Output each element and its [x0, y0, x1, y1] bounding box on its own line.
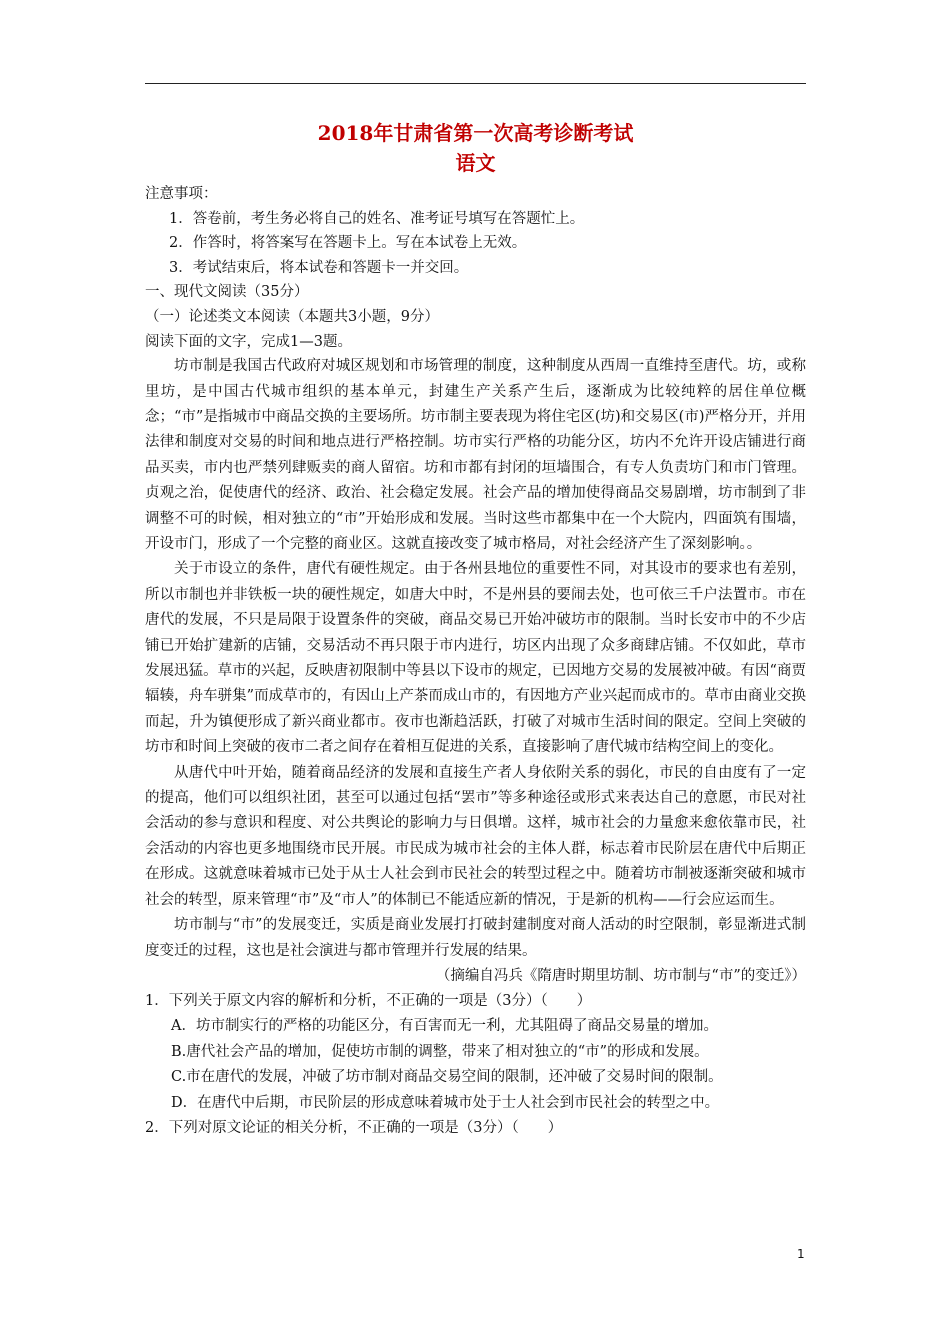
question-1-option-d: D．在唐代中后期，市民阶层的形成意味着城市处于士人社会到市民社会的转型之中。	[171, 1094, 720, 1111]
notice-item: 1．答卷前，考生务必将自己的姓名、准考证号填写在答题忙上。	[169, 210, 585, 227]
exam-title: 2018年甘肃省第一次高考诊断考试	[317, 121, 634, 145]
question-1-option-a: A．坊市制实行的严格的功能区分，有百害而无一利，尤其阻碍了商品交易量的增加。	[171, 1017, 718, 1034]
passage-paragraph: 从唐代中叶开始，随着商品经济的发展和直接生产者人身依附关系的弱化，市民的自由度有了一定的提高，他们可以组织社团，甚至可以通过包括“罢市”等多种途径或形式来表达自己的意愿，市民对社会活动的参与意识和程度、对公共舆论的影响力与日俱增。这样，城市社会的力量愈来愈依靠市民，社会活动的内容也更多地围绕市民开展。市民成为城市社会的主体人群，标志着市民阶层在唐代中后期正在形成。这就意味着城市已处于从士人社会到市民社会的转型过程之中。随着坊市制被逐渐突破和城市社会的转型，原来管理“市”及“市人”的体制已不能适应新的情况，于是新的机构——行会应运而生。	[145, 764, 806, 908]
notice-item: 3．考试结束后，将本试卷和答题卡一并交回。	[169, 259, 469, 276]
passage-paragraph: 坊市制是我国古代政府对城区规划和市场管理的制度，这种制度从西周一直维持至唐代。坊，或称里坊，是中国古代城市组织的基本单元，封建生产关系产生后，逐渐成为比较纯粹的居住单位概念；“市”是指城市中商品交换的主要场所。坊市制主要表现为将住宅区(坊)和交易区(市)严格分开，并用法律和制度对交易的时间和地点进行严格控制。坊市实行严格的功能分区，坊内不允许开设店铺进行商品买卖，市内也严禁列肆贩卖的商人留宿。坊和市都有封闭的垣墙围合，有专人负责坊门和市门管理。贞观之治，促使唐代的经济、政治、社会稳定发展。社会产品的增加使得商品交易剧增，坊市制到了非调整不可的时候，相对独立的“市”开始形成和发展。当时这些市都集中在一个大院内，四面筑有围墙，开设市门，形成了一个完整的商业区。这就直接改变了城市格局，对社会经济产生了深刻影响。。	[145, 358, 806, 552]
page-number: 1	[797, 1247, 805, 1261]
section-heading: 一、现代文阅读（35分）	[145, 284, 309, 301]
reading-instruction: 阅读下面的文字，完成1—3题。	[145, 333, 352, 350]
question-1-option-b: B.唐代社会产品的增加，促使坊市制的调整，带来了相对独立的“市”的形成和发展。	[171, 1043, 709, 1060]
notice-item: 2．作答时，将答案写在答题卡上。写在本试卷上无效。	[169, 235, 527, 252]
document-body	[145, 118, 806, 1141]
question-1-stem: 1．下列关于原文内容的解析和分析，不正确的一项是（3分）（ ）	[145, 993, 592, 1010]
notice-heading: 注意事项：	[145, 186, 218, 202]
question-1-option-c: C.市在唐代的发展，冲破了坊市制对商品交易空间的限制，还冲破了交易时间的限制。	[171, 1069, 723, 1086]
passage-source: （摘编自冯兵《隋唐时期里坊制、坊市制与“市”的变迁》）	[435, 967, 806, 984]
subsection-heading: （一）论述类文本阅读（本题共3小题，9分）	[145, 308, 439, 325]
passage-paragraph: 关于市设立的条件，唐代有硬性规定。由于各州县地位的重要性不同，对其设市的要求也有差别，所以市制也并非铁板一块的硬性规定，如唐大中时，不是州县的要闹去处，也可依三千户法置市。市在唐代的发展，不只是局限于设置条件的突破，商品交易已开始冲破坊市的限制。当时长安市中的不少店铺已开始扩建新的店铺，交易活动不再只限于市内进行，坊区内出现了众多商肆店铺。不仅如此，草市发展迅猛。草市的兴起，反映唐初限制中等县以下设市的规定，已因地方交易的发展被冲破。有因“商贾辐辏，舟车骈集”而成草市的，有因山上产茶而成山市的，有因地方产业兴起而成市的。草市由商业交换而起，升为镇便形成了新兴商业都市。夜市也渐趋活跃，打破了对城市生活时间的限定。空间上突破的坊市和时间上突破的夜市二者之间存在着相互促进的关系，直接影响了唐代城市结构空间上的变化。	[145, 561, 806, 756]
subject-title: 语文	[455, 151, 496, 175]
question-2-stem: 2．下列对原文论证的相关分析，不正确的一项是（3分）（ ）	[145, 1120, 563, 1137]
header-rule	[145, 83, 806, 84]
passage-paragraph: 坊市制与“市”的发展变迁，实质是商业发展打打破封建制度对商人活动的时空限制，彰显渐进式制度变迁的过程，这也是社会演进与都市管理并行发展的结果。	[145, 917, 806, 959]
